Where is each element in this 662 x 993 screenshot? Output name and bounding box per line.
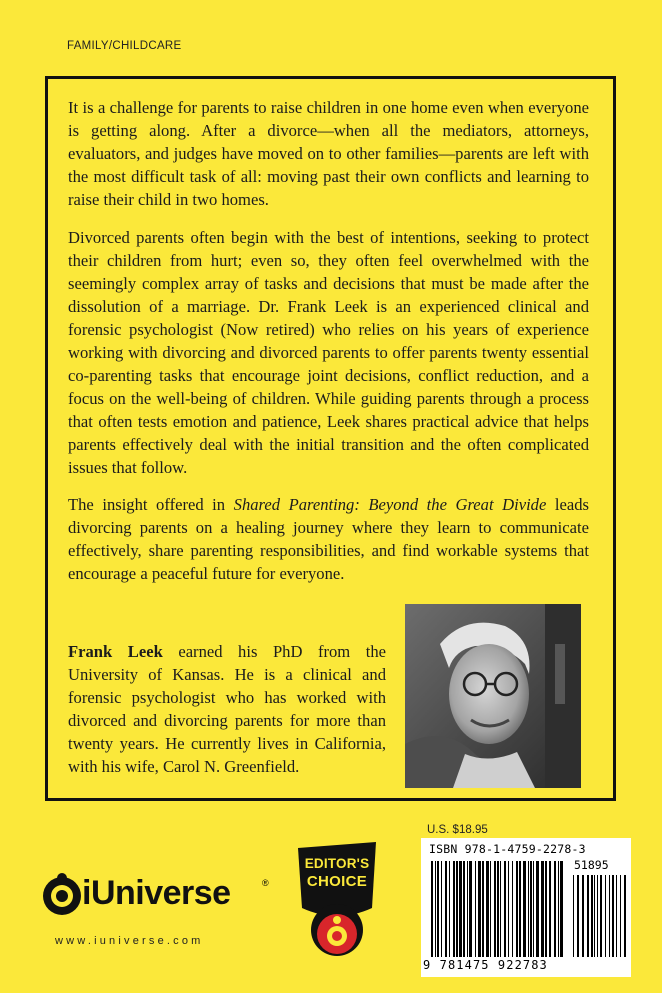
description-paragraph-3: The insight offered in Shared Parenting: Beyond the Great Divide leads divorcing parents on a healing journey where they learn to communicate effectively, share parenting responsibilities, and find workable systems that encourage a peaceful future for everyone.: [68, 495, 589, 583]
barcode-addon-bar: [620, 875, 621, 957]
barcode-bar: [441, 861, 442, 957]
barcode-bar: [545, 861, 547, 957]
barcode-bar: [459, 861, 462, 957]
category-label: FAMILY/CHILDCARE: [67, 40, 182, 52]
barcode-addon-bar: [587, 875, 589, 957]
author-name: Frank Leek: [68, 642, 163, 661]
barcode-addon-bar: [573, 875, 574, 957]
barcode-bar: [478, 861, 481, 957]
barcode-bar: [533, 861, 534, 957]
barcode-bar: [554, 861, 556, 957]
barcode-bar: [549, 861, 551, 957]
barcode-bar: [445, 861, 447, 957]
barcode-bar: [504, 861, 506, 957]
barcode-bar: [435, 861, 436, 957]
barcode-bar: [431, 861, 433, 957]
barcode-addon-bar: [577, 875, 579, 957]
barcode-bar: [536, 861, 539, 957]
barcode-bar: [541, 861, 544, 957]
barcode-bar: [530, 861, 532, 957]
barcode-ean-digits: 9 781475 922783: [423, 958, 548, 972]
barcode-addon-bar: [594, 875, 595, 957]
barcode-bar: [486, 861, 489, 957]
barcode-bar: [558, 861, 559, 957]
isbn-label: ISBN 978-1-4759-2278-3: [429, 842, 586, 856]
barcode-addon-bar: [591, 875, 593, 957]
barcode-bar: [482, 861, 484, 957]
back-cover-text-box: [45, 76, 616, 801]
barcode-addon-digits: 51895: [574, 858, 609, 872]
barcode-bar: [456, 861, 458, 957]
price-label: U.S. $18.95: [427, 824, 488, 836]
barcode-addon-bar: [605, 875, 606, 957]
barcode-bar: [490, 861, 491, 957]
barcode-bar: [516, 861, 518, 957]
barcode-box: [421, 838, 631, 977]
registered-mark: ®: [262, 878, 269, 888]
publisher-url: www.iuniverse.com: [55, 935, 204, 947]
description-paragraph-1: It is a challenge for parents to raise children in one home even when everyone is getting along. After a divorce—when all the mediators, attorneys, evaluators, and judges have moved on to other families—parents are left with the most difficult task of all: moving past their own conflicts and learning to raise their child in two homes.: [68, 98, 589, 209]
barcode-bar: [475, 861, 476, 957]
barcode-addon-bar: [609, 875, 610, 957]
barcode-bar: [500, 861, 501, 957]
book-description: [68, 96, 589, 600]
description-paragraph-2: Divorced parents often begin with the best of intentions, seeking to protect their children from hurt; even so, they often feel overwhelmed with the seemingly complex array of tasks and decisions that must be made after the dissolution of a marriage. Dr. Frank Leek is an experienced clinical and forensic psychologist (Now retired) who relies on his years of experience working with divorcing and divorced parents to offer parents twenty essential co-parenting tasks that encourage joint decisions, conflict reduction, and a focus on the well-being of children. While guiding parents through a process that often tests emotion and patience, Leek shares practical advice that helps parents effectively deal with the initial transition and the often complicated issues that follow.: [68, 228, 589, 477]
barcode-bar: [449, 861, 450, 957]
barcode-bar: [519, 861, 521, 957]
editors-choice-badge: [292, 842, 382, 962]
barcode-bar: [508, 861, 509, 957]
badge-line-1: EDITOR'S: [304, 856, 370, 871]
book-title: Shared Parenting: Beyond the Great Divide: [233, 495, 547, 514]
barcode-addon-bar: [600, 875, 602, 957]
barcode-addon-bar: [597, 875, 598, 957]
barcode-bar: [437, 861, 439, 957]
iuniverse-logo-icon: [40, 872, 84, 916]
barcode-addon-bar: [582, 875, 584, 957]
barcode-addon-bar: [624, 875, 626, 957]
publisher-name: iUniverse: [82, 874, 231, 912]
barcode-bar: [512, 861, 513, 957]
barcode-addon-bar: [612, 875, 614, 957]
barcode-addon-bar: [616, 875, 617, 957]
barcode-bar: [463, 861, 465, 957]
barcode-bar: [497, 861, 499, 957]
barcode-bar: [528, 861, 529, 957]
barcode-bar: [560, 861, 563, 957]
barcode-bar: [469, 861, 472, 957]
badge-line-2: CHOICE: [306, 873, 368, 890]
author-photo: [405, 604, 581, 788]
barcode-bar: [453, 861, 455, 957]
barcode-bars: [421, 857, 631, 961]
barcode-bar: [523, 861, 526, 957]
barcode-bar: [467, 861, 468, 957]
barcode-bar: [494, 861, 496, 957]
author-bio: Frank Leek earned his PhD from the University of Kansas. He is a clinical and forensic psychologist who has worked with divorced and divorcing parents for more than twenty years. He currently lives in California, with his wife, Carol N. Greenfield.: [68, 642, 387, 776]
